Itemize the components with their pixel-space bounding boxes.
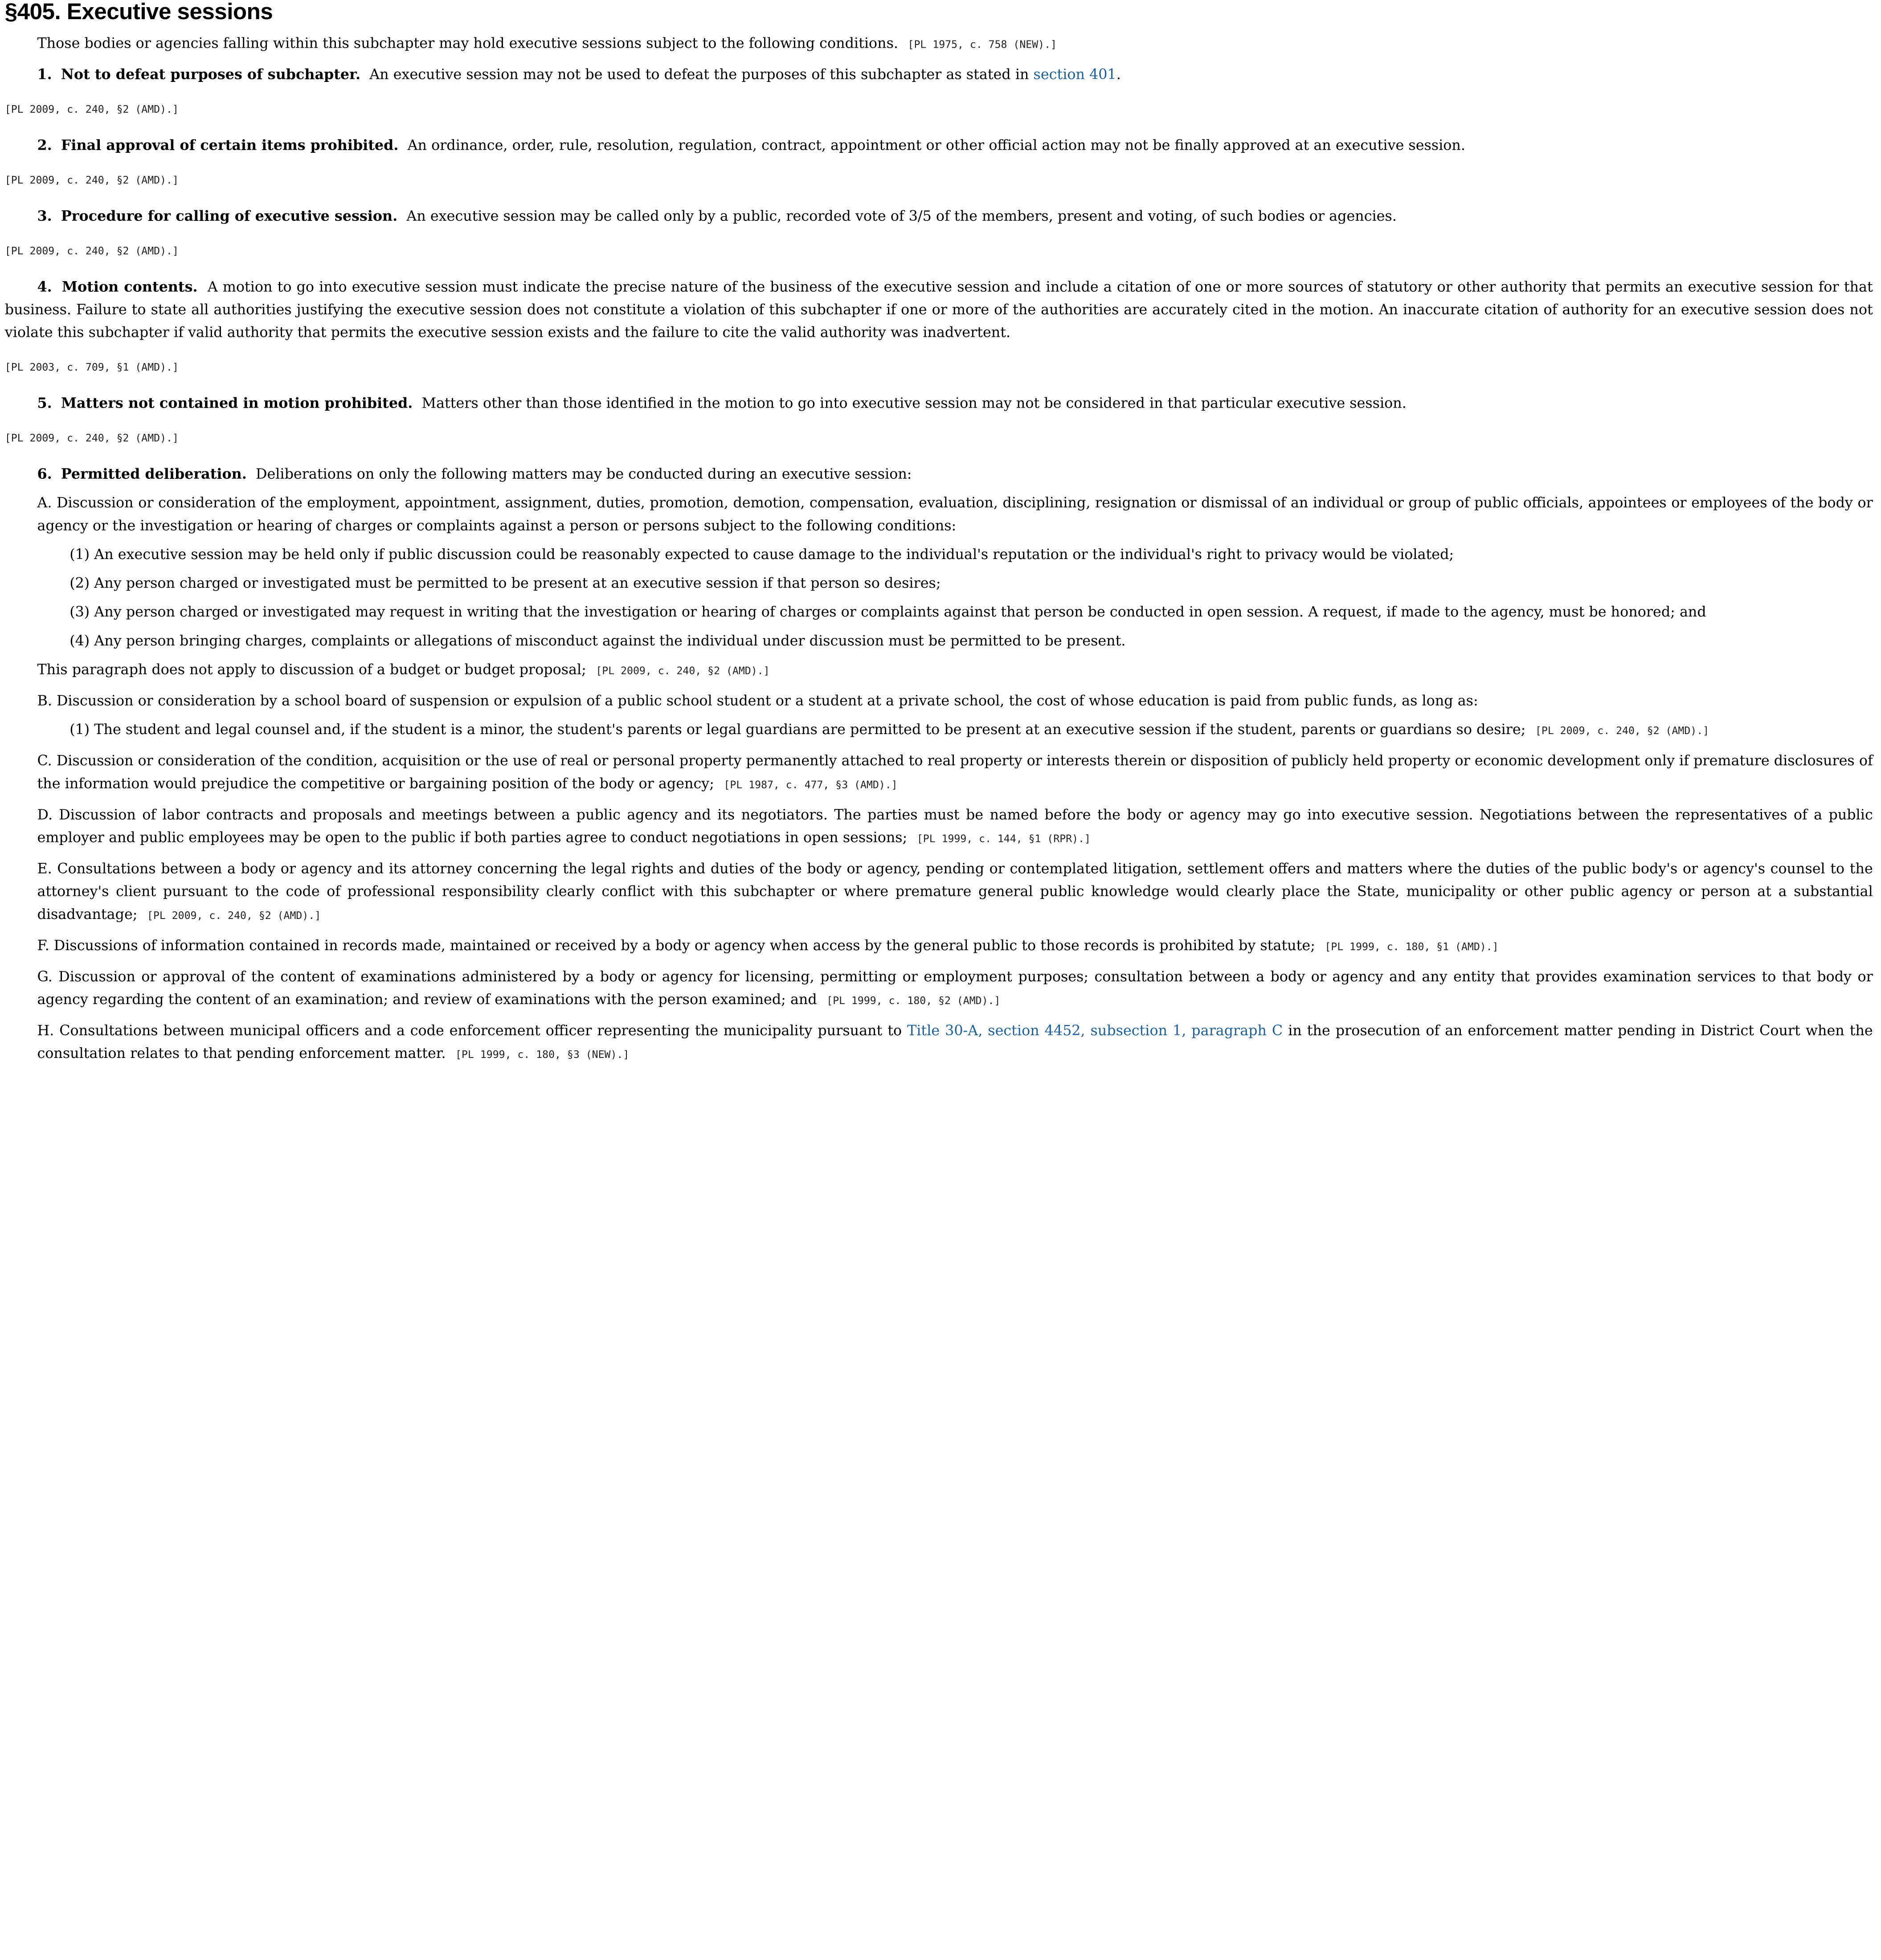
subsection-headnote: Final approval of certain items prohibited. (61, 137, 399, 154)
paragraph-b-item-1 (5, 719, 1873, 744)
paragraph-a-item-1: (1) An executive session may be held only if public discussion could be reasonably expected to cause damage to the individual's reputation or the individual's right to privacy would be violated; (70, 546, 1454, 563)
subsection-headnote: Not to defeat purposes of subchapter. (61, 66, 361, 83)
paragraph-a-item-2: (2) Any person charged or investigated must be permitted to be present at an executive session if that person so desires; (70, 574, 941, 592)
subsection-text: Deliberations on only the following matters may be conducted during an executive session: (255, 465, 912, 482)
subsection-number: 3. (37, 207, 52, 225)
item-text: (1) The student and legal counsel and, if the student is a minor, the student's parents or legal guardians are permitted to be present at an executive session if the student, parents or guardians so desire; (70, 721, 1526, 738)
section-401-link[interactable]: section 401 (1033, 66, 1116, 83)
paragraph-d-history: [PL 1999, c. 144, §1 (RPR).] (916, 833, 1091, 846)
section-intro (5, 33, 1873, 58)
paragraph-h-history: [PL 1999, c. 180, §3 (NEW).] (455, 1049, 630, 1062)
subsection-2-history: [PL 2009, c. 240, §2 (AMD).] (4, 175, 179, 188)
intro-text: Those bodies or agencies falling within this subchapter may hold executive sessions subject to the following conditions. (37, 35, 899, 52)
paragraph-c-history: [PL 1987, c. 477, §3 (AMD).] (724, 780, 898, 792)
subsection-text: An executive session may be called only by a public, recorded vote of 3/5 of the members, present and voting, of such bodies or agencies. (406, 207, 1397, 225)
paragraph-h (5, 1020, 1873, 1068)
subsection-6 (5, 463, 1873, 486)
paragraph-text: F. Discussions of information contained in records made, maintained or received by a body or agency when access by the general public to those records is prohibited by statute; (37, 937, 1315, 954)
paragraph-e-history: [PL 2009, c. 240, §2 (AMD).] (147, 910, 321, 923)
subsection-number: 6. (37, 465, 52, 482)
paragraph-text-end: in the prosecution of an enforcement matter pending in District Court when the consultation relates to that pending enforcement matter. (37, 1022, 1873, 1062)
paragraph-text: D. Discussion of labor contracts and proposals and meetings between a public agency and its negotiators. The parties must be named before the body or agency may go into executive session. Negotiations between the representatives of a public employer and public employees may be open to the public if both parties agree to conduct negotiations in open sessions; (37, 806, 1873, 846)
paragraph-a-history: [PL 2009, c. 240, §2 (AMD).] (596, 666, 770, 678)
subsection-5 (5, 392, 1873, 415)
title-30a-link[interactable]: Title 30-A, section 4452, subsection 1, paragraph C (907, 1022, 1283, 1039)
paragraph-a-item-4: (4) Any person bringing charges, complaints or allegations of misconduct against the individual under discussion must be permitted to be present. (70, 632, 1126, 649)
subsection-2 (5, 135, 1873, 157)
paragraph-text: H. Consultations between municipal officers and a code enforcement officer representing the municipality pursuant to (37, 1022, 908, 1039)
subsection-headnote: Motion contents. (61, 278, 198, 295)
subsection-text-end: . (1116, 66, 1121, 83)
subsection-1 (5, 64, 1873, 86)
paragraph-a-trailer (5, 658, 1873, 684)
trailer-text: This paragraph does not apply to discussion of a budget or budget proposal; (37, 661, 586, 678)
subsection-text: Matters other than those identified in the motion to go into executive session may not be considered in that particular executive session. (421, 394, 1407, 412)
section-title: §405. Executive sessions (4, 0, 273, 25)
subsection-number: 2. (37, 137, 52, 154)
subsection-number: 4. (37, 278, 52, 295)
subsection-4-history: [PL 2003, c. 709, §1 (AMD).] (4, 362, 179, 375)
subsection-number: 5. (37, 394, 52, 412)
paragraph-c (5, 750, 1873, 798)
subsection-4 (5, 276, 1873, 344)
paragraph-d (5, 804, 1873, 852)
paragraph-text: G. Discussion or approval of the content of examinations administered by a body or agency for licensing, permitting or employment purposes; consultation between a body or agency and any entity that provides examination services to that body or agency regarding the content of an examination; and review of examinations with the person examined; and (37, 968, 1873, 1008)
intro-history: [PL 1975, c. 758 (NEW).] (908, 39, 1057, 52)
subsection-text: An ordinance, order, rule, resolution, regulation, contract, appointment or other official action may not be finally approved at an executive session. (407, 137, 1465, 154)
subsection-1-history: [PL 2009, c. 240, §2 (AMD).] (4, 104, 179, 117)
paragraph-g (5, 966, 1873, 1014)
subsection-text: An executive session may not be used to defeat the purposes of this subchapter as stated in (369, 66, 1034, 83)
subsection-headnote: Procedure for calling of executive session. (61, 207, 398, 225)
subsection-headnote: Matters not contained in motion prohibited. (61, 394, 413, 412)
subsection-5-history: [PL 2009, c. 240, §2 (AMD).] (4, 433, 179, 445)
paragraph-b-history: [PL 2009, c. 240, §2 (AMD).] (1535, 726, 1709, 738)
paragraph-f-history: [PL 1999, c. 180, §1 (AMD).] (1325, 942, 1499, 954)
paragraph-text: C. Discussion or consideration of the condition, acquisition or the use of real or personal property permanently attached to real property or interests therein or disposition of publicly held property or economic development only if premature disclosures of the information would prejudice the competitive or bargaining position of the body or agency; (37, 752, 1873, 792)
paragraph-g-history: [PL 1999, c. 180, §2 (AMD).] (826, 996, 1001, 1008)
paragraph-b: B. Discussion or consideration by a school board of suspension or expulsion of a public school student or a student at a private school, the cost of whose education is paid from public funds, as long as: (37, 692, 1478, 709)
subsection-number: 1. (37, 66, 52, 83)
subsection-headnote: Permitted deliberation. (61, 465, 247, 482)
paragraph-a: A. Discussion or consideration of the employment, appointment, assignment, duties, promotion, demotion, compensation, evaluation, disciplining, resignation or dismissal of an individual or group of public officials, appointees or employees of the body or agency or the investigation or hearing of charges or complaints against a person or persons subject to the following conditions: (37, 494, 1873, 534)
subsection-text: A motion to go into executive session must indicate the precise nature of the business of the executive session and include a citation of one or more sources of statutory or other authority that permits an executive session for that business. Failure to state all authorities justifying the executive session does not constitute a violation of this subchapter if one or more of the authorities are accurately cited in the motion. An inaccurate citation of authority for an executive session does not violate this subchapter if valid authority that permits the executive session exists and the failure to cite the valid authority was inadvertent. (4, 278, 1873, 341)
subsection-3-history: [PL 2009, c. 240, §2 (AMD).] (4, 246, 179, 258)
subsection-3 (5, 205, 1873, 228)
paragraph-a-item-3: (3) Any person charged or investigated may request in writing that the investigation or hearing of charges or complaints against that person be conducted in open session. A request, if made to the agency, must be honored; and (70, 603, 1706, 621)
paragraph-text: E. Consultations between a body or agency and its attorney concerning the legal rights and duties of the body or agency, pending or contemplated litigation, settlement offers and matters where the duties of the public body's or agency's counsel to the attorney's client pursuant to the code of professional responsibility clearly conflict with this subchapter or where premature general public knowledge would clearly place the State, municipality or other public agency or person at a substantial disadvantage; (37, 860, 1873, 923)
paragraph-e (5, 858, 1873, 928)
paragraph-f (5, 935, 1873, 960)
